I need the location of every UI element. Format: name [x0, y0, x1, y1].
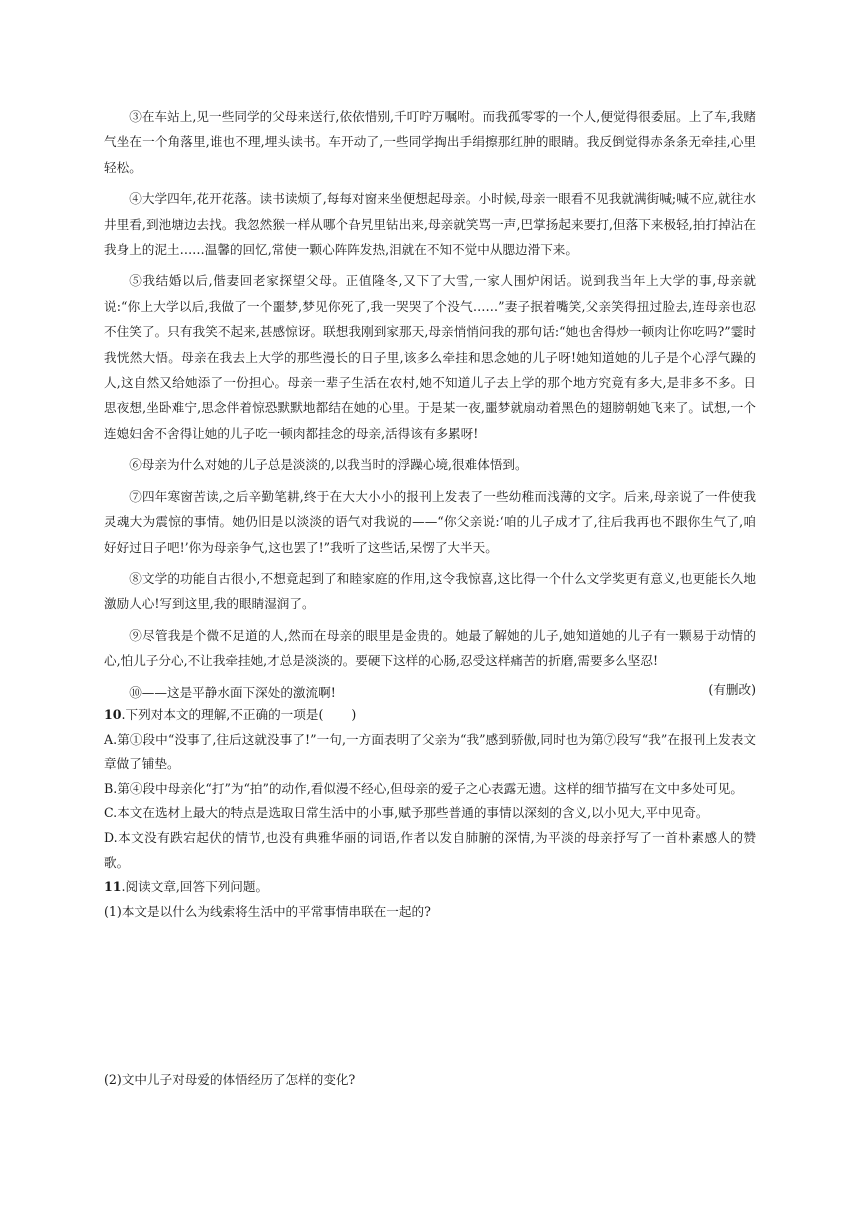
- paragraph-9: ⑨尽管我是个微不足道的人,然而在母亲的眼里是金贵的。她最了解她的儿子,她知道她的儿子有一颗易于动情的心,怕儿子分心,不让我牵挂她,才总是淡淡的。要硬下这样的心肠,忍受这样痛苦的折磨,需要多么坚忍!: [104, 627, 756, 669]
- question-number: 11: [104, 879, 122, 895]
- question-10-stem: [104, 703, 756, 728]
- paragraph-10: ⑩——这是平静水面下深处的激流啊!: [129, 684, 336, 700]
- paragraph-8: ⑧文学的功能自古很小,不想竟起到了和睦家庭的作用,这令我惊喜,这比得一个什么文学奖更有意义,也更能长久地激励人心!写到这里,我的眼睛湿润了。: [104, 570, 756, 612]
- option-c: C.本文在选材上最大的特点是选取日常生活中的小事,赋予那些普通的事情以深刻的含义,以小见大,平中见奇。: [104, 805, 709, 821]
- question-number: 10: [104, 707, 122, 722]
- option-b: B.第④段中母亲化“打”为“拍”的动作,看似漫不经心,但母亲的爱子之心表露无遗。这样的细节描写在文中多处可见。: [104, 780, 743, 796]
- questions-section: [104, 703, 756, 924]
- paragraph-7: ⑦四年寒窗苦读,之后辛勤笔耕,终于在大大小小的报刊上发表了一些幼稚而浅薄的文字。后来,母亲说了一件使我灵魂大为震惊的事情。她仍旧是以淡淡的语气对我说的——“你父亲说:‘咱的儿子成才了,往后我再也不跟你生气了,咱好好过日子吧!’你为母亲争气,这也罢了!”我听了这些话,呆愣了大半天。: [104, 488, 756, 555]
- option-a: A.第①段中“没事了,往后这就没事了!”一句,一方面表明了父亲为“我”感到骄傲,同时也为第⑦段写“我”在报刊上发表文章做了铺垫。: [104, 731, 756, 772]
- question-11-part-1: (1)本文是以什么为线索将生活中的平常事情串联在一起的?: [104, 903, 431, 919]
- paragraph-3: ③在车站上,见一些同学的父母来送行,依依惜别,千叮咛万嘱咐。而我孤零零的一个人,便觉得很委屈。上了车,我赌气坐在一个角落里,谁也不理,埋头读书。车开动了,一些同学掏出手绢擦那红肿的眼睛。我反倒觉得赤条条无牵挂,心里轻松。: [104, 109, 756, 175]
- question-11-stem: [104, 875, 756, 900]
- option-d: D.本文没有跌宕起伏的情节,也没有典雅华丽的词语,作者以发自肺腑的深情,为平淡的母亲抒写了一首朴素感人的赞歌。: [104, 829, 756, 870]
- question-text: .阅读文章,回答下列问题。: [121, 879, 269, 895]
- source-note: (有删改): [708, 682, 756, 697]
- question-text-end: ): [351, 707, 357, 722]
- question-text: .下列对本文的理解,不正确的一项是(: [121, 707, 324, 722]
- question-11-part-2: (2)文中儿子对母爱的体悟经历了怎样的变化?: [104, 1072, 356, 1087]
- paragraph-6: ⑥母亲为什么对她的儿子总是淡淡的,以我当时的浮躁心境,很难体悟到。: [129, 457, 528, 473]
- paragraph-5: ⑤我结婚以后,偕妻回老家探望父母。正值隆冬,又下了大雪,一家人围炉闲话。说到我当年上大学的事,母亲就说:“你上大学以后,我做了一个噩梦,梦见你死了,我一哭哭了个没气……”妻子抿着嘴笑,父亲笑得扭过脸去,连母亲也忍不住笑了。只有我笑不起来,甚感惊讶。联想我刚到家那天,母亲悄悄问我的那句话:“她也舍得炒一顿肉让你吃吗?”霎时我恍然大悟。母亲在我去上大学的那些漫长的日子里,该多么牵挂和思念她的儿子呀!她知道她的儿子是个心浮气躁的人,这自然又给她添了一份担心。母亲一辈子生活在农村,她不知道儿子去上学的那个地方究竟有多大,是非多不多。日思夜想,坐卧难宁,思念伴着惊恐默默地都结在她的心里。于是某一夜,噩梦就扇动着黑色的翅膀朝她飞来了。试想,一个连媳妇舍不舍得让她的儿子吃一顿肉都挂念的母亲,活得该有多累呀!: [104, 273, 756, 441]
- reading-passage: [104, 104, 756, 711]
- paragraph-4: ④大学四年,花开花落。读书读烦了,每每对窗来坐便想起母亲。小时候,母亲一眼看不见我就满街喊;喊不应,就往水井里看,到池塘边去找。我忽然猴一样从哪个旮旯里钻出来,母亲就笑骂一声,巴掌扬起来要打,但落下来极轻,拍打掉沾在我身上的泥土……温馨的回忆,常使一颗心阵阵发热,泪就在不知不觉中从腮边滑下来。: [104, 191, 756, 258]
